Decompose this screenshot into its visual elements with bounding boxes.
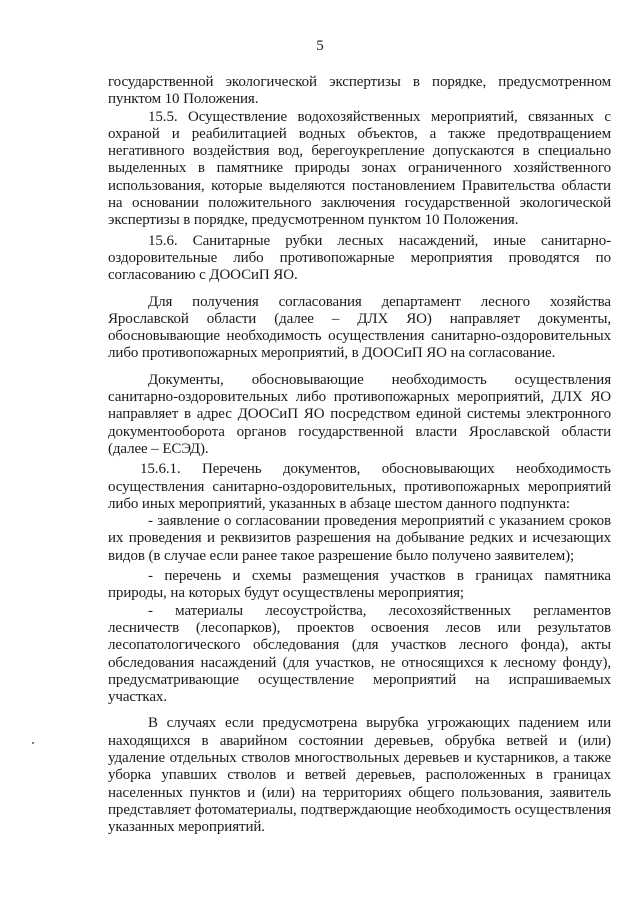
paragraph-15-6-1: 15.6.1. Перечень документов, обосновывающих необходимость осуществления санитарно-оздоровительных, противопожарных мероприятий либо иных мероприятий, указанных в абзаце шестом данного подпункта: [108, 461, 611, 512]
list-item-site-schemes: - перечень и схемы размещения участков в границах памятника природы, на которых будут осуществлены мероприятия; [108, 568, 611, 602]
paragraph-15-5: 15.5. Осуществление водохозяйственных мероприятий, связанных с охраной и реабилитацией водных объектов, а также предотвращением негативного воздействия вод, берегоукрепление допускаются в специально выделенных в памятнике природы зонах ограниченного хозяйственного использования, которые выделяются постановлением Правительства области на основании положительного заключения государственной экологической экспертизы в порядке, предусмотренном пунктом 10 Положения. [108, 108, 611, 229]
paragraph-15-6: 15.6. Санитарные рубки лесных насаждений, иные санитарно-оздоровительные либо противопожарные мероприятия проводятся по согласованию с ДООСиП ЯО. [108, 232, 611, 284]
page-number: 5 [316, 38, 324, 54]
paragraph-continuation: государственной экологической экспертизы в порядке, предусмотренном пунктом 10 Положения. [108, 74, 611, 108]
paragraph-documents-esed: Документы, обосновывающие необходимость осуществления санитарно-оздоровительных либо противопожарных мероприятий, ДЛХ ЯО направляет в адрес ДООСиП ЯО посредством единой системы электронного документооборота органов государственной власти Ярославской области (далее – ЕСЭД). [108, 371, 611, 457]
list-item-materials: - материалы лесоустройства, лесохозяйственных регламентов лесничеств (лесопарков), проектов освоения лесов или результатов лесопатологического обследования (для участков лесного фонда), акты обследования насаждений (для участков, не относящихся к лесному фонду), предусматривающие осуществление мероприятий на испрашиваемых участках. [108, 602, 611, 706]
document-body [108, 74, 611, 836]
paragraph-approval-request: Для получения согласования департамент лесного хозяйства Ярославской области (далее – ДЛХ ЯО) направляет документы, обосновывающие необходимость осуществления санитарно-оздоровительных либо противопожарных мероприятий, в ДООСиП ЯО на согласование. [108, 293, 611, 362]
list-item-application: - заявление о согласовании проведения мероприятий с указанием сроков их проведения и реквизитов разрешения на добывание редких и исчезающих видов (в случае если ранее такое разрешение было получено заявителем); [108, 513, 611, 564]
paragraph-photo-materials: В случаях если предусмотрена вырубка угрожающих падением или находящихся в аварийном состоянии деревьев, обрубка ветвей и (или) удаление отдельных стволов многоствольных деревьев и кустарников, а также уборка упавших стволов и ветвей деревьев, расположенных в границах населенных пунктов и (или) на территориях общего пользования, заявитель представляет фотоматериалы, подтверждающие необходимость осуществления указанных мероприятий. [108, 715, 611, 836]
scan-speck [32, 742, 34, 744]
